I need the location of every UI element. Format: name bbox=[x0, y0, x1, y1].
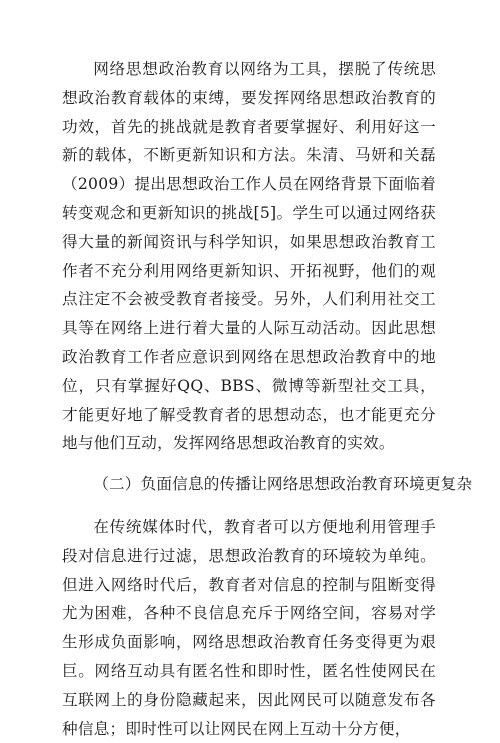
body-paragraph-1: 网络思想政治教育以网络为工具，摆脱了传统思想政治教育载体的束缚，要发挥网络思想政治教育的功效，首先的挑战就是教育者要掌握好、利用好这一新的载体，不断更新知识和方法。朱清、马妍和关磊（2009）提出思想政治工作人员在网络背景下面临着转变观念和更新知识的挑战[5]。学生可以通过网络获得大量的新闻资讯与科学知识，如果思想政治教育工作者不充分利用网络更新知识、开拓视野，他们的观点注定不会被受教育者接受。另外，人们利用社交工具等在网络上进行着大量的人际互动活动。因此思想政治教育工作者应意识到网络在思想政治教育中的地位，只有掌握好QQ、BBS、微博等新型社交工具，才能更好地了解受教育者的思想动态，也才能更充分地与他们互动，发挥网络思想政治教育的实效。 bbox=[62, 60, 436, 453]
section-heading: （二）负面信息的传播让网络思想政治教育环境更复杂 bbox=[93, 475, 473, 494]
document-page bbox=[62, 55, 473, 743]
body-paragraph-2: 在传统媒体时代，教育者可以方便地利用管理手段对信息进行过滤，思想政治教育的环境较为单纯。但进入网络时代后，教育者对信息的控制与阻断变得尤为困难，各种不良信息充斥于网络空间，容易对学生形成负面影响，网络思想政治教育任务变得更为艰巨。网络互动具有匿名性和即时性，匿名性使网民在互联网上的身份隐藏起来，因此网民可以随意发布各种信息；即时性可以让网民在网上互动十分方便， bbox=[62, 517, 436, 738]
